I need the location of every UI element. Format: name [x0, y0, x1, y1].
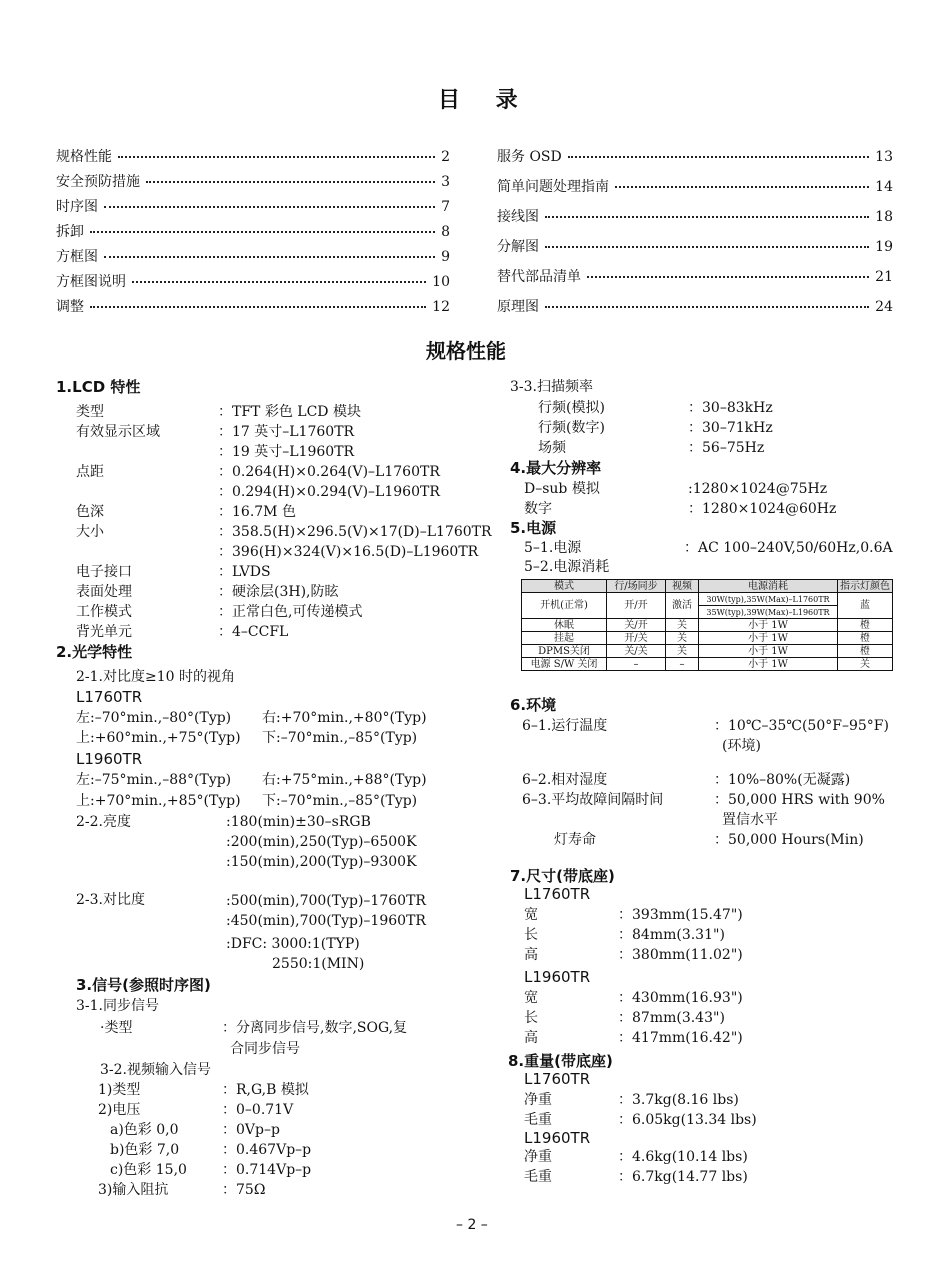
toc-leader	[587, 276, 869, 278]
table-header: 视频	[666, 580, 699, 593]
angle-up: 上:+70°min.,+85°(Typ)	[76, 793, 241, 809]
temp-key: 6–1.运行温度	[522, 718, 608, 734]
spec-key: 有效显示区域	[76, 424, 160, 440]
angle-up: 上:+60°min.,+75°(Typ)	[76, 730, 241, 746]
resolution-heading: 4.最大分辨率	[510, 459, 602, 477]
table-cell: 小于 1W	[699, 645, 838, 658]
toc-page: 13	[875, 149, 893, 165]
spec-key: 表面处理	[76, 584, 132, 600]
optical-heading: 2.光学特性	[56, 643, 133, 661]
spec-value: ：6.05kg(13.34 lbs)	[618, 1112, 757, 1128]
spec-key: 宽	[524, 990, 538, 1006]
spec-key: 工作模式	[76, 604, 132, 620]
spec-key	[76, 542, 160, 562]
spec-key: a)色彩 0,0	[110, 1122, 179, 1138]
toc-entry[interactable]	[56, 221, 450, 239]
spec-value: :200(min),250(Typ)–6500K	[226, 834, 417, 850]
toc-entry[interactable]	[56, 271, 450, 289]
toc-leader	[146, 181, 435, 183]
toc-entry[interactable]	[56, 171, 450, 189]
spec-key: 点距	[76, 464, 104, 480]
toc-leader	[545, 216, 869, 218]
spec-value: ：4.6kg(10.14 lbs)	[618, 1149, 748, 1165]
spec-value: ：0Vp–p	[222, 1122, 280, 1138]
temp-value: (环境)	[722, 738, 761, 754]
spec-value: ：0.714Vp–p	[222, 1162, 312, 1178]
contrast-label: 2-3.对比度	[76, 892, 145, 908]
toc-leader	[118, 156, 435, 158]
dims-keys	[524, 905, 538, 965]
spec-key: 电子接口	[76, 564, 132, 580]
power-heading: 5.电源	[510, 519, 557, 537]
spec-value: ：R,G,B 模拟	[222, 1082, 309, 1098]
video-label: 3-2.视频输入信号	[100, 1062, 211, 1078]
table-header: 模式	[522, 580, 607, 593]
spec-key: 长	[524, 1010, 538, 1026]
table-row	[522, 619, 893, 632]
mtbf-key: 6–3.平均故障间隔时间	[522, 792, 664, 808]
model-label: L1960TR	[524, 968, 591, 986]
toc-page: 18	[875, 209, 893, 225]
toc-page: 8	[441, 224, 450, 240]
toc-label: 规格性能	[56, 149, 112, 165]
spec-value: ：3.7kg(8.16 lbs)	[618, 1092, 739, 1108]
spec-value: ：16.7M 色	[218, 504, 296, 520]
page-number: – 2 –	[456, 1217, 488, 1233]
toc-label: 拆卸	[56, 224, 84, 240]
toc-leader	[545, 306, 869, 308]
toc-entry[interactable]	[56, 146, 450, 164]
resolution-keys	[524, 479, 600, 519]
spec-value: :150(min),200(Typ)–9300K	[226, 854, 417, 870]
toc-entry[interactable]	[497, 266, 893, 284]
spec-value: ：0.264(H)×0.264(V)–L1760TR	[218, 464, 440, 480]
table-cell: 小于 1W	[699, 632, 838, 645]
angle-down: 下:–70°min.,–85°(Typ)	[262, 730, 418, 746]
spec-value: 2550:1(MIN)	[272, 956, 365, 972]
table-cell: 开机(正常)	[522, 593, 607, 619]
toc-page: 24	[875, 299, 893, 315]
spec-value: ：17 英寸–L1760TR	[218, 424, 355, 440]
scan-heading: 3-3.扫描频率	[510, 379, 593, 395]
spec-key	[76, 482, 160, 502]
spec-key: b)色彩 7,0	[110, 1142, 180, 1158]
power-table	[521, 579, 893, 671]
model-label: L1760TR	[76, 688, 143, 706]
toc-leader	[104, 206, 435, 208]
dims-values	[618, 905, 743, 965]
toc-leader	[90, 231, 435, 233]
spec-value: ：75Ω	[222, 1182, 266, 1198]
table-header-row	[522, 580, 893, 593]
weight-values	[618, 1147, 748, 1187]
model-label: L1760TR	[524, 1070, 591, 1088]
spec-key: 场频	[538, 440, 566, 456]
table-row	[522, 658, 893, 671]
spec-value: ：0.294(H)×0.294(V)–L1960TR	[218, 484, 440, 500]
weight-keys	[524, 1147, 552, 1187]
table-cell: 橙	[838, 645, 893, 658]
spec-key: 行频(数字)	[538, 420, 605, 436]
scan-keys	[538, 398, 605, 458]
toc-entry[interactable]	[56, 196, 450, 214]
table-cell: 小于 1W	[699, 619, 838, 632]
spec-value: ：396(H)×324(V)×16.5(D)–L1960TR	[218, 544, 479, 560]
spec-key: 净重	[524, 1092, 552, 1108]
humidity-value: ：10%–80%(无凝露)	[714, 772, 851, 788]
spec-value: ：1280×1024@60Hz	[688, 501, 837, 517]
toc-page: 14	[875, 179, 893, 195]
spec-key: 宽	[524, 907, 538, 923]
spec-value: ：4–CCFL	[218, 624, 289, 640]
mtbf-value: ：50,000 HRS with 90%	[714, 792, 885, 808]
table-cell: 蓝	[838, 593, 893, 619]
lcd-keys	[76, 402, 160, 642]
spec-key: 2)电压	[98, 1102, 141, 1118]
toc-page: 3	[441, 174, 450, 190]
toc-page: 2	[441, 149, 450, 165]
mtbf-value: 置信水平	[722, 812, 778, 828]
lcd-values	[218, 402, 492, 642]
spec-value: ：84mm(3.31")	[618, 927, 725, 943]
spec-value: ：0.467Vp–p	[222, 1142, 312, 1158]
spec-key: 色深	[76, 504, 104, 520]
lcd-heading: 1.LCD 特性	[56, 378, 141, 396]
spec-value: ：87mm(3.43")	[618, 1010, 725, 1026]
spec-key: 净重	[524, 1149, 552, 1165]
table-cell: 橙	[838, 619, 893, 632]
toc-label: 方框图说明	[56, 274, 126, 290]
spec-value: :180(min)±30–sRGB	[226, 814, 371, 830]
table-cell: –	[607, 658, 666, 671]
spec-value: :1280×1024@75Hz	[688, 481, 828, 497]
toc-leader	[568, 156, 869, 158]
spec-key: 大小	[76, 524, 104, 540]
toc-leader	[90, 306, 426, 308]
humidity-key: 6–2.相对湿度	[522, 772, 608, 788]
spec-key: 毛重	[524, 1112, 552, 1128]
video-values	[222, 1080, 311, 1200]
lamp-key: 灯寿命	[554, 832, 596, 848]
model-label: L1960TR	[76, 750, 143, 768]
table-cell: 橙	[838, 632, 893, 645]
sync-type-value: ：分离同步信号,数字,SOG,复	[222, 1020, 408, 1036]
sync-type-value: 合同步信号	[230, 1041, 300, 1057]
dims-values	[618, 988, 743, 1048]
spec-value: ：56–75Hz	[688, 440, 765, 456]
table-header: 行/场同步	[607, 580, 666, 593]
spec-key: 1)类型	[98, 1082, 141, 1098]
table-cell: 35W(typ),39W(Max)–L1960TR	[699, 606, 838, 619]
toc-page: 19	[875, 239, 893, 255]
spec-value: ：393mm(15.47")	[618, 907, 743, 923]
toc-label: 接线图	[497, 209, 539, 225]
spec-value: ：正常白色,可传递模式	[218, 604, 363, 620]
power-supply-value: ：AC 100–240V,50/60Hz,0.6A	[684, 540, 893, 556]
table-row	[522, 632, 893, 645]
table-row	[522, 645, 893, 658]
table-cell: 关/开	[607, 619, 666, 632]
table-row	[522, 593, 893, 606]
toc-entry[interactable]	[56, 296, 450, 314]
toc-leader	[545, 246, 869, 248]
env-heading: 6.环境	[510, 696, 557, 714]
toc-label: 服务 OSD	[497, 149, 562, 165]
spec-value: ：硬涂层(3H),防眩	[218, 584, 339, 600]
toc-page: 21	[875, 269, 893, 285]
spec-key	[76, 442, 160, 462]
sync-label: 3-1.同步信号	[76, 998, 159, 1014]
spec-value: :DFC: 3000:1(TYP)	[226, 936, 360, 952]
spec-value: :450(min),700(Typ)–1960TR	[226, 913, 426, 929]
table-cell: 关	[666, 632, 699, 645]
spec-key: c)色彩 15,0	[110, 1162, 187, 1178]
spec-key: 行频(模拟)	[538, 400, 605, 416]
dims-keys	[524, 988, 538, 1048]
spec-value: ：TFT 彩色 LCD 模块	[218, 404, 361, 420]
resolution-values	[688, 479, 836, 519]
spec-key: D–sub 模拟	[524, 481, 600, 497]
toc-label: 时序图	[56, 199, 98, 215]
scan-values	[688, 398, 773, 458]
spec-key: 毛重	[524, 1169, 552, 1185]
table-cell: 激活	[666, 593, 699, 619]
angle-right: 右:+70°min.,+80°(Typ)	[262, 710, 427, 726]
contrast-values	[226, 891, 426, 974]
toc-label: 原理图	[497, 299, 539, 315]
toc-page: 7	[441, 199, 450, 215]
angle-left: 左:–70°min.,–80°(Typ)	[76, 710, 232, 726]
table-header: 电源消耗	[699, 580, 838, 593]
toc-leader	[132, 281, 426, 283]
table-cell: 电源 S/W 关闭	[522, 658, 607, 671]
spec-key: 数字	[524, 501, 552, 517]
toc-entry[interactable]	[497, 146, 893, 164]
table-cell: 关	[838, 658, 893, 671]
table-cell: 挂起	[522, 632, 607, 645]
spec-key: 背光单元	[76, 624, 132, 640]
table-cell: 小于 1W	[699, 658, 838, 671]
spec-key: 高	[524, 947, 538, 963]
table-cell: 休眠	[522, 619, 607, 632]
brightness-values	[226, 812, 417, 872]
toc-page: 10	[432, 274, 450, 290]
weight-keys	[524, 1090, 552, 1130]
spec-value: ：30–83kHz	[688, 400, 773, 416]
spec-value: ：30–71kHz	[688, 420, 773, 436]
toc-label: 安全预防措施	[56, 174, 140, 190]
dims-heading: 7.尺寸(带底座)	[510, 867, 615, 885]
temp-value: ：10℃–35℃(50°F–95°F)	[714, 718, 889, 734]
table-cell: 关	[666, 645, 699, 658]
power-consumption-label: 5–2.电源消耗	[524, 559, 610, 575]
spec-title: 规格性能	[426, 339, 506, 363]
brightness-label: 2-2.亮度	[76, 814, 131, 830]
toc-entry[interactable]	[56, 246, 450, 264]
toc-page: 9	[441, 249, 450, 265]
spec-value: ：19 英寸–L1960TR	[218, 444, 355, 460]
spec-value: :500(min),700(Typ)–1760TR	[226, 893, 426, 909]
viewing-angle-label: 2-1.对比度≥10 时的视角	[76, 669, 235, 685]
toc-label: 方框图	[56, 249, 98, 265]
table-cell: 开/关	[607, 632, 666, 645]
spec-value: ：430mm(16.93")	[618, 990, 743, 1006]
toc-label: 简单问题处理指南	[497, 179, 609, 195]
spec-value: ：417mm(16.42")	[618, 1030, 743, 1046]
toc-leader	[104, 256, 435, 258]
spec-value: ：0–0.71V	[222, 1102, 294, 1118]
spec-key: 3)输入阻抗	[98, 1182, 169, 1198]
weight-heading: 8.重量(带底座)	[508, 1052, 613, 1070]
lamp-value: ：50,000 Hours(Min)	[714, 832, 864, 848]
toc-label: 调整	[56, 299, 84, 315]
weight-values	[618, 1090, 757, 1130]
spec-value: ：6.7kg(14.77 lbs)	[618, 1169, 748, 1185]
table-cell: –	[666, 658, 699, 671]
toc-entry[interactable]	[497, 296, 893, 314]
table-cell: 关/关	[607, 645, 666, 658]
spec-key: 高	[524, 1030, 538, 1046]
toc-entry[interactable]	[497, 236, 893, 254]
table-cell: 开/开	[607, 593, 666, 619]
angle-right: 右:+75°min.,+88°(Typ)	[262, 772, 427, 788]
table-cell: 关	[666, 619, 699, 632]
spec-value: ：380mm(11.02")	[618, 947, 743, 963]
model-label: L1960TR	[524, 1129, 591, 1147]
toc-entry[interactable]	[497, 206, 893, 224]
table-cell: DPMS关闭	[522, 645, 607, 658]
spec-key: 类型	[76, 404, 104, 420]
toc-title: 目 录	[438, 88, 532, 113]
power-supply-key: 5–1.电源	[524, 540, 582, 556]
sync-type-key: ·类型	[100, 1020, 133, 1036]
table-header: 指示灯颜色	[838, 580, 893, 593]
signal-heading: 3.信号(参照时序图)	[76, 976, 211, 994]
angle-down: 下:–70°min.,–85°(Typ)	[262, 793, 418, 809]
spec-value: ：358.5(H)×296.5(V)×17(D)–L1760TR	[218, 524, 492, 540]
spec-key: 长	[524, 927, 538, 943]
toc-leader	[615, 186, 869, 188]
toc-page: 12	[432, 299, 450, 315]
angle-left: 左:–75°min.,–88°(Typ)	[76, 772, 232, 788]
spec-value: ：LVDS	[218, 564, 271, 580]
toc-label: 分解图	[497, 239, 539, 255]
video-keys	[98, 1080, 187, 1200]
table-cell: 30W(typ),35W(Max)–L1760TR	[699, 593, 838, 606]
model-label: L1760TR	[524, 885, 591, 903]
toc-label: 替代部品清单	[497, 269, 581, 285]
toc-entry[interactable]	[497, 176, 893, 194]
